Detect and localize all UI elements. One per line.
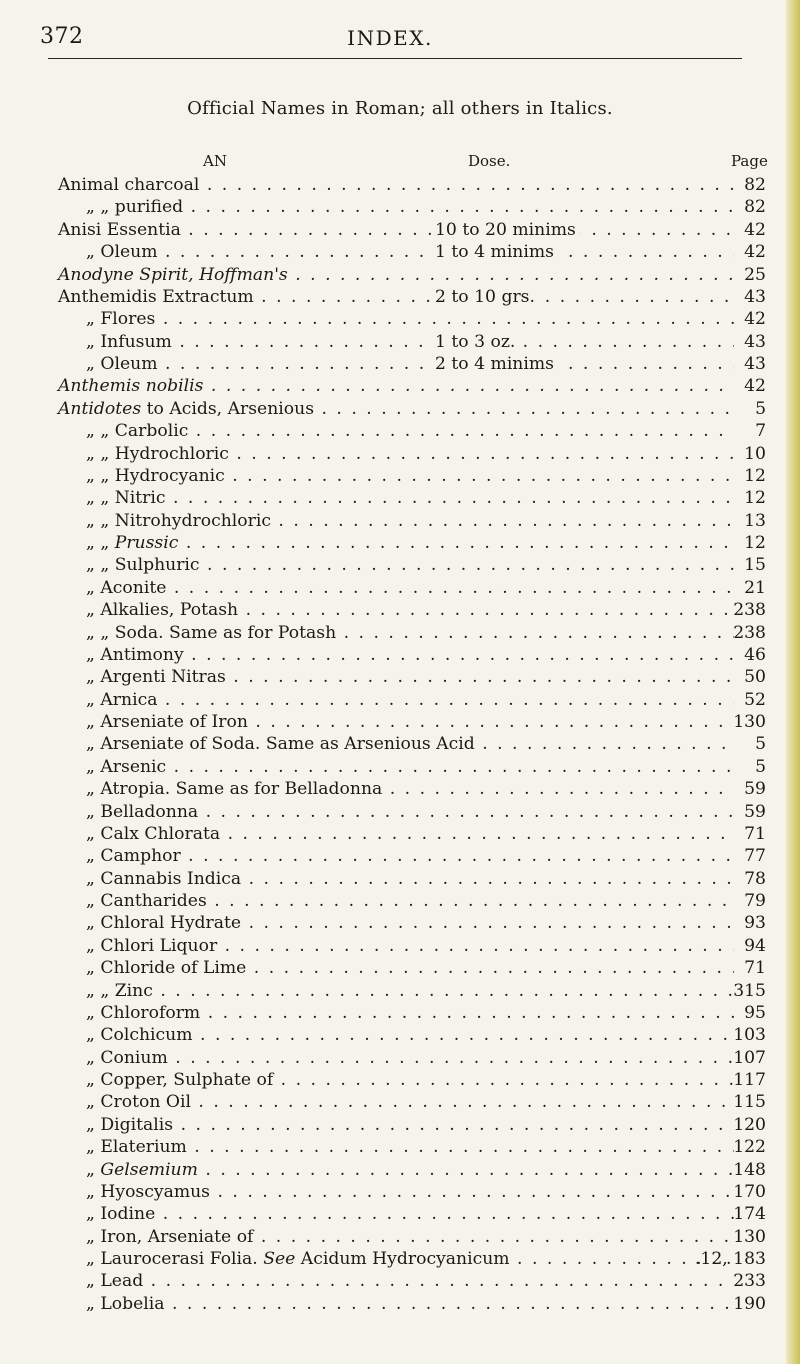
entry-term: „ Argenti Nitras . . . — [0, 666, 734, 688]
entry-term: „ Iodine . . . — [0, 1203, 734, 1225]
entry-term: „ Alkalies, Potash . . . — [0, 599, 734, 621]
entry-page: 5 — [755, 734, 766, 755]
index-entry — [0, 264, 800, 286]
entry-page: 77 — [744, 846, 766, 867]
entry-page: 13 — [744, 510, 766, 531]
entry-page: 107 — [733, 1047, 766, 1068]
index-entry — [0, 443, 800, 465]
entry-term: „ Lead . . . — [0, 1270, 734, 1292]
entry-term: „ Lobelia . . . — [0, 1293, 734, 1315]
running-title: INDEX. — [347, 26, 433, 50]
column-headers — [0, 152, 800, 174]
index-entry — [0, 1091, 800, 1113]
entry-term: Anthemis nobilis . . . — [0, 375, 734, 397]
entry-term: Anthemidis Extractum . . . — [0, 286, 734, 308]
entry-term: „ Arsenic . . . — [0, 756, 734, 778]
entry-term: „ Hyoscyamus . . . — [0, 1181, 734, 1203]
entry-page: 43 — [744, 286, 766, 307]
entry-term: „ Chloroform . . . — [0, 1002, 734, 1024]
index-entry — [0, 733, 800, 755]
entry-page: 5 — [755, 756, 766, 777]
column-header-dose: Dose. — [468, 152, 511, 170]
entry-term: „ Calx Chlorata . . . — [0, 823, 734, 845]
entry-term: „ Infusum . . . — [0, 331, 734, 353]
index-subtitle: Official Names in Roman; all others in Italics. — [187, 98, 613, 119]
entry-page: 43 — [744, 331, 766, 352]
entry-term: „ Oleum . . . — [0, 241, 734, 263]
entry-page: 115 — [733, 1092, 766, 1113]
entry-page: 315 — [733, 980, 766, 1001]
entry-term: „ „ purified . . . — [0, 196, 734, 218]
index-entry — [0, 778, 800, 800]
index-entry — [0, 1226, 800, 1248]
entry-page: 233 — [733, 1271, 766, 1292]
index-entry — [0, 353, 800, 375]
index-entry — [0, 845, 800, 867]
entry-page: 42 — [744, 219, 766, 240]
entry-term: „ Arseniate of Soda. Same as Arsenious Acid . . . — [0, 733, 734, 755]
entry-page: 10 — [744, 443, 766, 464]
entry-page: 15 — [744, 555, 766, 576]
column-header-page: Page — [731, 152, 768, 170]
entry-term: „ „ Hydrocyanic . . . — [0, 465, 734, 487]
entry-dose: 1 to 3 oz. — [431, 331, 519, 353]
entry-page: 52 — [744, 689, 766, 710]
entry-page: 59 — [744, 801, 766, 822]
entry-term: „ Elaterium . . . — [0, 1136, 734, 1158]
entry-page: 71 — [744, 823, 766, 844]
entry-term: „ Arnica . . . — [0, 689, 734, 711]
entry-page: 190 — [733, 1293, 766, 1314]
index-entry — [0, 241, 800, 263]
entry-page: 130 — [733, 712, 766, 732]
entry-term: „ „ Nitrohydrochloric . . . — [0, 510, 734, 532]
index-entry — [0, 487, 800, 509]
entry-page: 46 — [744, 644, 766, 665]
index-entry — [0, 577, 800, 599]
entry-term: „ Chlori Liquor . . . — [0, 935, 734, 957]
entry-term: „ Belladonna . . . — [0, 801, 734, 823]
index-entry — [0, 957, 800, 979]
entry-term: „ Gelsemium . . . — [0, 1159, 734, 1181]
index-entry — [0, 1203, 800, 1225]
entry-page: 238 — [733, 600, 766, 621]
index-entry — [0, 1270, 800, 1292]
entry-page: 103 — [733, 1025, 766, 1046]
entry-page: 12 — [744, 465, 766, 486]
index-entry — [0, 890, 800, 912]
index-entries — [0, 152, 800, 1315]
index-entry — [0, 1159, 800, 1181]
index-entry — [0, 1248, 800, 1270]
entry-page: 7 — [755, 421, 766, 442]
entry-page: 174 — [733, 1204, 766, 1225]
entry-page: .12, 183 — [694, 1249, 766, 1269]
index-entry — [0, 1293, 800, 1315]
entry-term: „ „ Soda. Same as for Potash . . . — [0, 622, 734, 644]
index-entry — [0, 1069, 800, 1091]
entry-page: 82 — [744, 197, 766, 218]
entry-page: 120 — [733, 1114, 766, 1135]
entry-term: „ Iron, Arseniate of . . . — [0, 1226, 734, 1248]
entry-page: 95 — [744, 1002, 766, 1023]
index-entry — [0, 375, 800, 397]
entry-term: „ Copper, Sulphate of . . . — [0, 1069, 734, 1091]
index-entry — [0, 644, 800, 666]
entry-page: 25 — [744, 264, 766, 285]
index-entry — [0, 1047, 800, 1069]
entry-dose: 10 to 20 minims — [431, 219, 580, 241]
entry-page: 238 — [733, 622, 766, 643]
entry-term: „ Antimony . . . — [0, 644, 734, 666]
index-entry — [0, 912, 800, 934]
entry-term: Animal charcoal . . . — [0, 174, 734, 196]
entry-term: „ Camphor . . . — [0, 845, 734, 867]
entry-page: 148 — [733, 1159, 766, 1180]
entry-page: 42 — [744, 376, 766, 397]
header-rule — [48, 58, 742, 59]
index-entry — [0, 398, 800, 420]
entry-term: „ Atropia. Same as for Belladonna . . . — [0, 778, 734, 800]
entry-term: „ Colchicum . . . — [0, 1024, 734, 1046]
index-entry — [0, 756, 800, 778]
index-entry — [0, 868, 800, 890]
entry-term: „ Aconite . . . — [0, 577, 734, 599]
index-entry — [0, 823, 800, 845]
entry-term: „ Digitalis . . . — [0, 1114, 734, 1136]
index-entry — [0, 1002, 800, 1024]
entry-page: 42 — [744, 309, 766, 330]
entry-page: 117 — [733, 1070, 766, 1090]
entry-term: „ „ Nitric . . . — [0, 487, 734, 509]
entry-dose: 2 to 4 minims — [431, 353, 558, 375]
index-entry — [0, 532, 800, 554]
entry-page: 59 — [744, 779, 766, 800]
index-entry — [0, 554, 800, 576]
index-entry — [0, 622, 800, 644]
entry-term: „ Oleum . . . — [0, 353, 734, 375]
index-entry — [0, 286, 800, 308]
entry-page: 94 — [744, 935, 766, 956]
entry-page: 43 — [744, 354, 766, 374]
index-entry — [0, 711, 800, 733]
entry-term: „ Croton Oil . . . — [0, 1091, 734, 1113]
entry-page: 170 — [733, 1181, 766, 1202]
index-entry — [0, 1024, 800, 1046]
index-entry — [0, 666, 800, 688]
entry-term: „ Laurocerasi Folia. See Acidum Hydrocyanicum . . . — [0, 1248, 734, 1270]
entry-term: Anodyne Spirit, Hoffman's . . . — [0, 264, 734, 286]
entry-term: „ „ Hydrochloric . . . — [0, 443, 734, 465]
index-entry — [0, 196, 800, 218]
entry-page: 42 — [744, 242, 766, 263]
entry-page: 93 — [744, 913, 766, 934]
entry-term: „ Cantharides . . . — [0, 890, 734, 912]
entry-term: „ „ Sulphuric . . . — [0, 554, 734, 576]
index-entry — [0, 465, 800, 487]
entry-page: 50 — [744, 667, 766, 688]
index-entry — [0, 980, 800, 1002]
entry-page: 12 — [744, 533, 766, 553]
running-head — [40, 24, 740, 54]
entry-term: „ „ Prussic . . . — [0, 532, 734, 554]
index-entry — [0, 599, 800, 621]
entry-term: „ „ Carbolic . . . — [0, 420, 734, 442]
entry-term: „ Conium . . . — [0, 1047, 734, 1069]
index-entry — [0, 1181, 800, 1203]
entry-page: 122 — [733, 1137, 766, 1158]
index-entry — [0, 331, 800, 353]
index-entry — [0, 689, 800, 711]
entry-term: „ Arseniate of Iron . . . — [0, 711, 734, 733]
page-number: 372 — [40, 24, 84, 49]
entry-term: „ Cannabis Indica . . . — [0, 868, 734, 890]
entry-term: „ „ Zinc . . . — [0, 980, 734, 1002]
index-entry — [0, 801, 800, 823]
entry-page: 71 — [744, 958, 766, 979]
index-entry — [0, 1114, 800, 1136]
column-header-an: AN — [203, 152, 227, 170]
entry-term: „ Chloral Hydrate . . . — [0, 912, 734, 934]
entry-page: 5 — [755, 398, 766, 419]
entry-term: Antidotes to Acids, Arsenious . . . — [0, 398, 734, 420]
entry-page: 78 — [744, 868, 766, 889]
entry-page: 12 — [744, 488, 766, 509]
index-entry — [0, 510, 800, 532]
entry-dose: 2 to 10 grs. — [431, 286, 539, 308]
index-entry — [0, 219, 800, 241]
entry-term: „ Chloride of Lime . . . — [0, 957, 734, 979]
index-entry — [0, 1136, 800, 1158]
entry-page: 21 — [744, 577, 766, 598]
entry-dose: 1 to 4 minims — [431, 241, 558, 263]
entry-term: Anisi Essentia . . . — [0, 219, 734, 241]
index-entry — [0, 935, 800, 957]
entry-page: 82 — [744, 175, 766, 195]
entry-page: 130 — [733, 1226, 766, 1247]
index-entry — [0, 308, 800, 330]
entry-term: „ Flores . . . — [0, 308, 734, 330]
entry-page: 79 — [744, 891, 766, 911]
index-entry — [0, 174, 800, 196]
index-entry — [0, 420, 800, 442]
